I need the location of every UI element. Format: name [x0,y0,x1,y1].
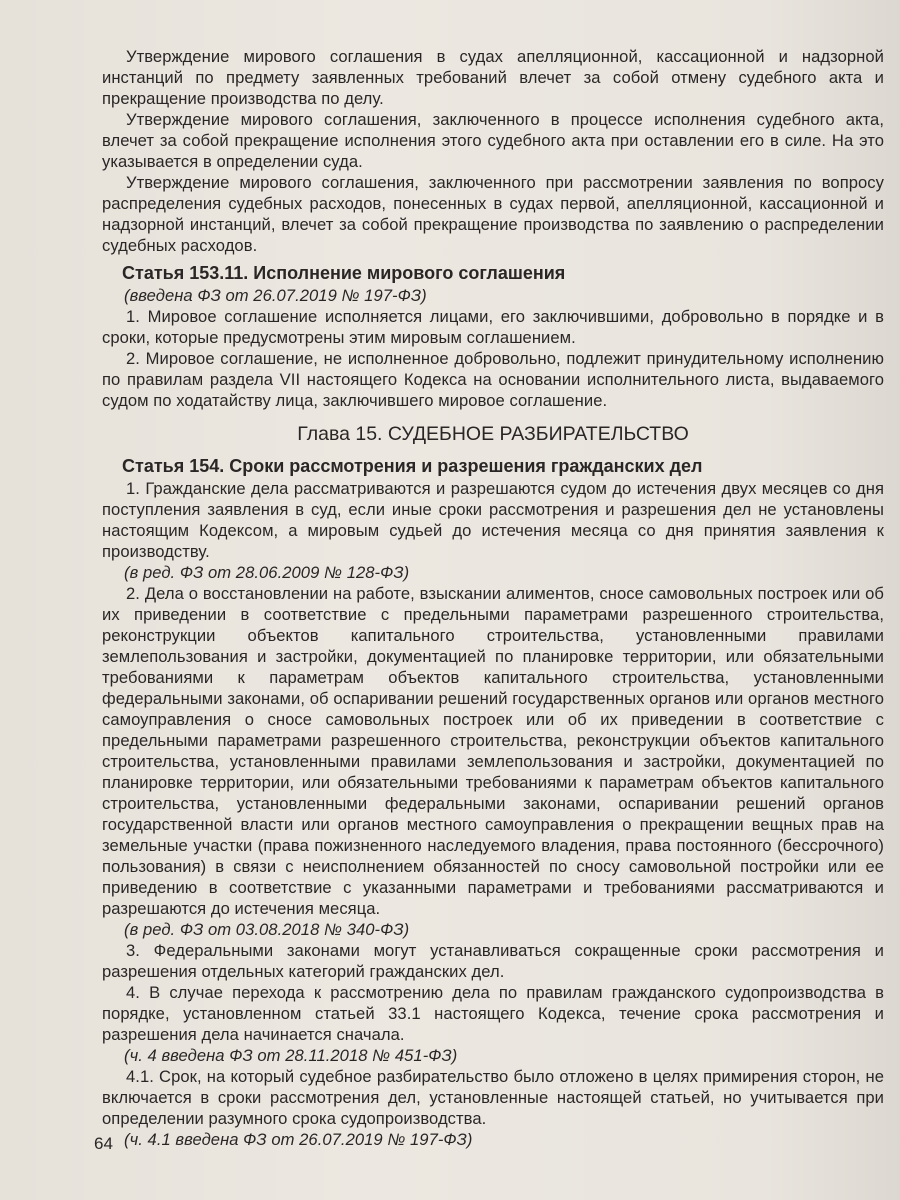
page-number: 64 [94,1134,113,1153]
paragraph-intro-2: Утверждение мирового соглашения, заключенного в процессе исполнения судебного акта, влечет за собой прекращение исполнения этого судебного акта при оставлении его в силе. На это указывается в определении суда. [102,110,884,171]
article-154-paragraph-4: 4. В случае перехода к рассмотрению дела по правилам гражданского судопроизводства в порядке, установленном статьей 33.1 настоящего Кодекса, течение срока рассмотрения и разрешения дела начинается сначала. [102,983,884,1044]
paragraph-intro-3: Утверждение мирового соглашения, заключенного при рассмотрении заявления по вопросу распределения судебных расходов, понесенных в судах первой, апелляционной, кассационной и надзорной инстанций, влечет за собой прекращение производства по заявлению о распределении судебных расходов. [102,173,884,255]
chapter-heading: Глава 15. СУДЕБНОЕ РАЗБИРАТЕЛЬСТВО [297,423,689,445]
article-153-11-paragraph-1: 1. Мировое соглашение исполняется лицами, его заключившими, добровольно в порядке и в сроки, которые предусмотрены этим мировым соглашением. [102,307,884,347]
article-153-11-note: (введена ФЗ от 26.07.2019 № 197-ФЗ) [124,286,427,305]
article-154-note-1: (в ред. ФЗ от 28.06.2009 № 128-ФЗ) [124,563,410,582]
article-154-paragraph-2: 2. Дела о восстановлении на работе, взыскании алиментов, сносе самовольных построек или об их приведении в соответствие с предельными параметрами разрешенного строительства, реконструкции объектов капитального строительства, установленными правилами землепользования и застройки, документацией по планировке территории, или обязательными требованиями к параметрам объектов капитального строительства, установленными федеральными законами, об оспаривании решений государственных органов или органов местного самоуправления о сносе самовольных построек или об их приведении в соответствие с предельными параметрами разрешенного строительства, реконструкции объектов капитального строительства, установленными правилами землепользования и застройки, документацией по планировке территории, или обязательными требованиями к параметрам объектов капитального строительства, установленными федеральными законами, оспаривании решений органов государственной власти или органов местного самоуправления о прекращении вещных прав на земельные участки (права пожизненного наследуемого владения, права постоянного (бессрочного) пользования) в связи с неисполнением обязанностей по сносу самовольной постройки или ее приведению в соответствие с указанными параметрами и требованиями рассматриваются и разрешаются до истечения месяца. [102,584,884,918]
article-154-note-2: (в ред. ФЗ от 03.08.2018 № 340-ФЗ) [124,920,410,939]
article-154-note-4: (ч. 4.1 введена ФЗ от 26.07.2019 № 197-ФЗ) [124,1130,473,1149]
article-154-note-3: (ч. 4 введена ФЗ от 28.11.2018 № 451-ФЗ) [124,1046,458,1065]
paragraph-intro-1: Утверждение мирового соглашения в судах апелляционной, кассационной и надзорной инстанций по предмету заявленных требований влечет за собой отмену судебного акта и прекращение производства по делу. [102,47,884,108]
article-153-11-heading: Статья 153.11. Исполнение мирового соглашения [122,263,566,283]
article-153-11-paragraph-2: 2. Мировое соглашение, не исполненное добровольно, подлежит принудительному исполнению по правилам раздела VII настоящего Кодекса на основании исполнительного листа, выдаваемого судом по ходатайству лица, заключившего мировое соглашение. [102,349,884,410]
article-154-heading: Статья 154. Сроки рассмотрения и разрешения гражданских дел [122,456,703,476]
article-154-paragraph-1: 1. Гражданские дела рассматриваются и разрешаются судом до истечения двух месяцев со дня поступления заявления в суд, если иные сроки рассмотрения и разрешения дел не установлены настоящим Кодексом, а мировым судьей до истечения месяца со дня принятия заявления к производству. [102,479,884,561]
article-154-paragraph-4-1: 4.1. Срок, на который судебное разбирательство было отложено в целях примирения сторон, не включается в сроки рассмотрения дел, установленные настоящей статьей, но учитывается при определении разумного срока судопроизводства. [102,1067,884,1128]
article-154-paragraph-3: 3. Федеральными законами могут устанавливаться сокращенные сроки рассмотрения и разрешения отдельных категорий гражданских дел. [102,941,884,981]
page-content [102,46,884,1150]
